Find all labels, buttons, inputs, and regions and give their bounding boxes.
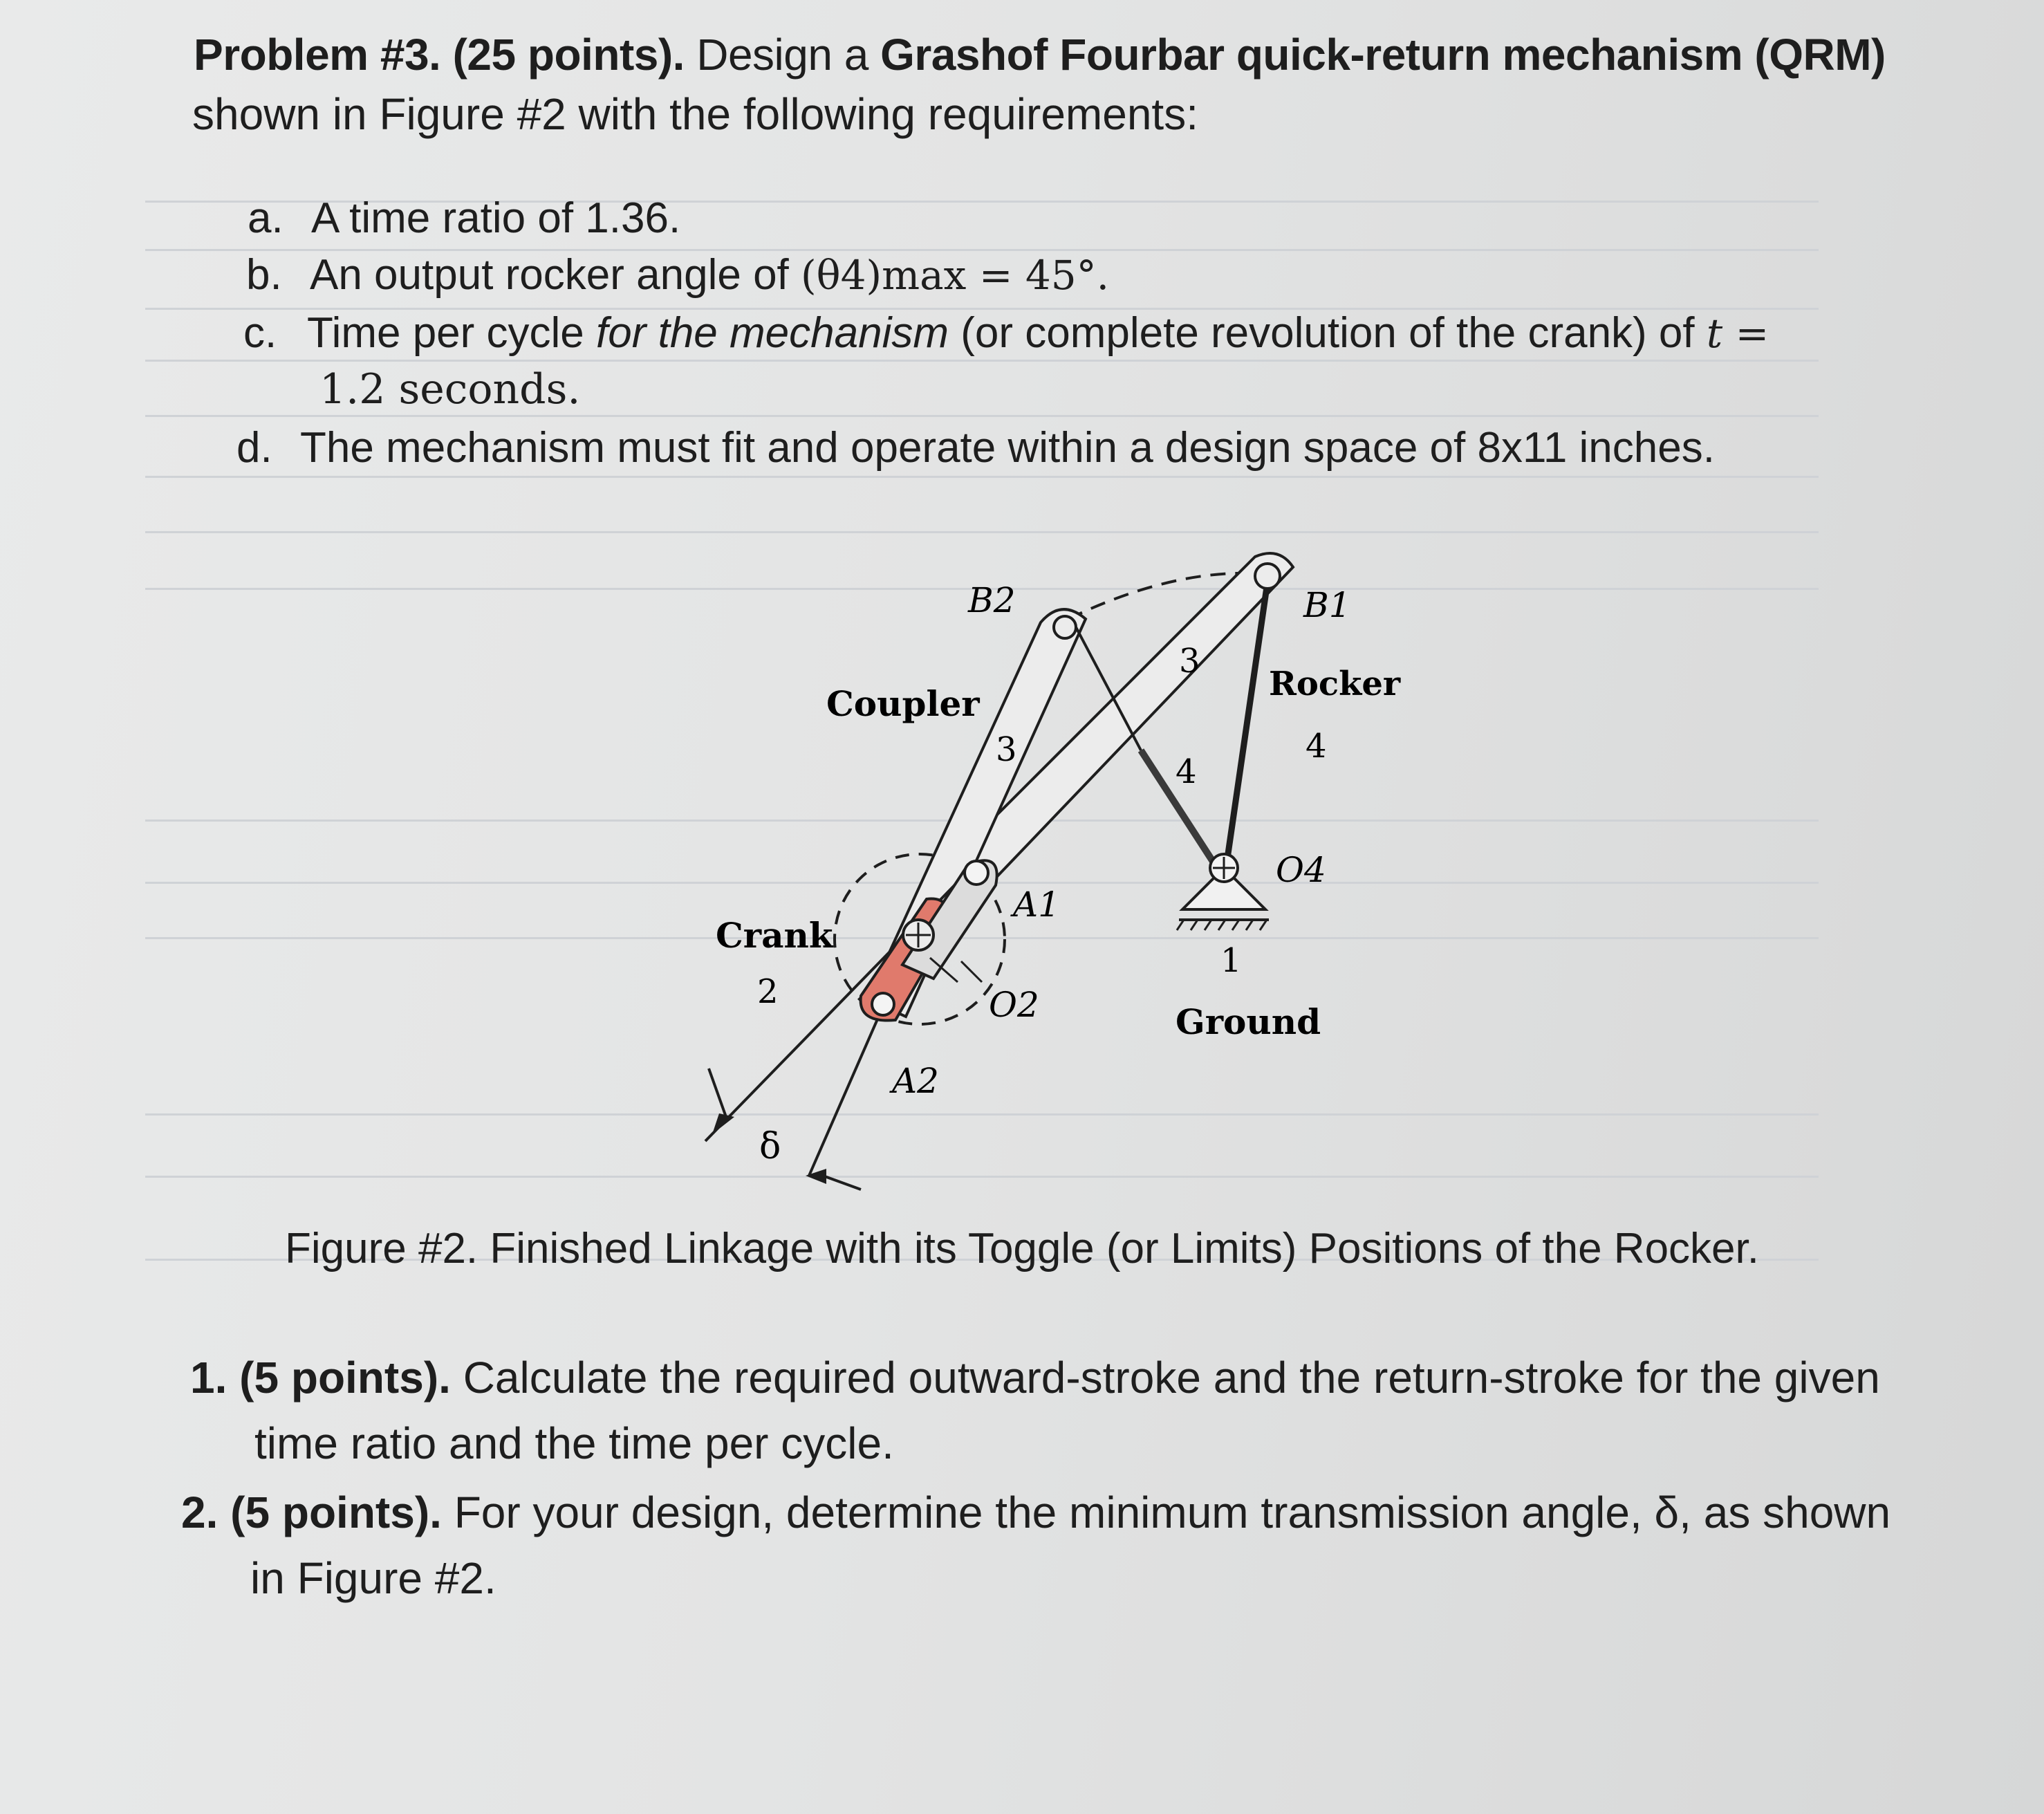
question-2-continued: in Figure #2. bbox=[250, 1553, 496, 1603]
label-ground: Ground bbox=[1176, 1001, 1321, 1042]
requirement-letter: b. bbox=[246, 251, 282, 299]
pin-a1 bbox=[965, 861, 988, 885]
requirement-text: An output rocker angle of bbox=[310, 251, 789, 299]
label-coupler: Coupler bbox=[826, 683, 980, 724]
label-o4: O4 bbox=[1276, 850, 1326, 890]
question-number: 1. bbox=[190, 1353, 227, 1403]
problem-heading: Problem #3. (25 points). bbox=[194, 30, 685, 80]
question-1-continued: time ratio and the time per cycle. bbox=[254, 1418, 894, 1468]
problem-subtitle: shown in Figure #2 with the following requirements: bbox=[192, 89, 1198, 139]
label-b2: B2 bbox=[968, 580, 1016, 620]
label-link-3-upper: 3 bbox=[1179, 642, 1200, 681]
figure-caption: Figure #2. Finished Linkage with its Toggle (or Limits) Positions of the Rocker. bbox=[285, 1225, 1759, 1272]
label-crank: Crank bbox=[716, 915, 833, 956]
pin-a2 bbox=[872, 993, 894, 1015]
requirement-text-post: (or complete revolution of the crank) of bbox=[949, 309, 1695, 357]
pin-b2 bbox=[1054, 616, 1076, 638]
requirement-letter: a. bbox=[248, 194, 284, 242]
label-delta: δ bbox=[759, 1126, 781, 1167]
requirement-text-italic: for the mechanism bbox=[596, 309, 949, 357]
requirement-math: t = bbox=[1706, 310, 1769, 357]
question-text: For your design, determine the minimum transmission angle, δ, as shown bbox=[454, 1488, 1891, 1537]
requirement-c-continued: 1.2 seconds. bbox=[319, 365, 581, 414]
label-link-1: 1 bbox=[1220, 941, 1242, 980]
label-link-4-right: 4 bbox=[1306, 727, 1327, 766]
label-link-4-center: 4 bbox=[1176, 752, 1197, 791]
label-a1: A1 bbox=[1013, 885, 1060, 925]
requirement-letter: d. bbox=[236, 424, 272, 472]
delta-line-2 bbox=[809, 1010, 882, 1176]
requirement-math: (θ4)max = 45°. bbox=[801, 252, 1110, 299]
question-points: (5 points). bbox=[239, 1353, 451, 1403]
ground-hatch bbox=[1177, 920, 1267, 930]
delta-arrow-2 bbox=[823, 1176, 861, 1190]
problem-title-pre: Design a bbox=[696, 30, 881, 80]
label-o2: O2 bbox=[989, 985, 1039, 1025]
label-link-2: 2 bbox=[757, 972, 779, 1011]
label-b1: B1 bbox=[1303, 585, 1351, 625]
question-points: (5 points). bbox=[230, 1488, 442, 1537]
question-2 bbox=[181, 1487, 1890, 1538]
requirement-text: A time ratio of 1.36. bbox=[311, 194, 681, 242]
delta-arrow-1 bbox=[709, 1068, 726, 1117]
label-rocker: Rocker bbox=[1269, 665, 1401, 703]
requirement-text-pre: Time per cycle bbox=[307, 309, 597, 357]
label-link-3-lower: 3 bbox=[996, 730, 1017, 769]
delta-arrowhead-2 bbox=[806, 1169, 826, 1184]
question-1 bbox=[190, 1352, 1880, 1403]
requirement-text: The mechanism must fit and operate within a design space of 8x11 inches. bbox=[300, 424, 1715, 472]
question-number: 2. bbox=[181, 1488, 219, 1537]
pin-b1 bbox=[1255, 564, 1280, 589]
requirement-letter: c. bbox=[243, 309, 277, 357]
delta-arrowhead-1 bbox=[712, 1113, 734, 1134]
label-a2: A2 bbox=[892, 1061, 939, 1101]
problem-title-bold: Grashof Fourbar quick-return mechanism (QRM) bbox=[880, 30, 1886, 80]
question-text: Calculate the required outward-stroke and the return-stroke for the given bbox=[463, 1353, 1880, 1403]
